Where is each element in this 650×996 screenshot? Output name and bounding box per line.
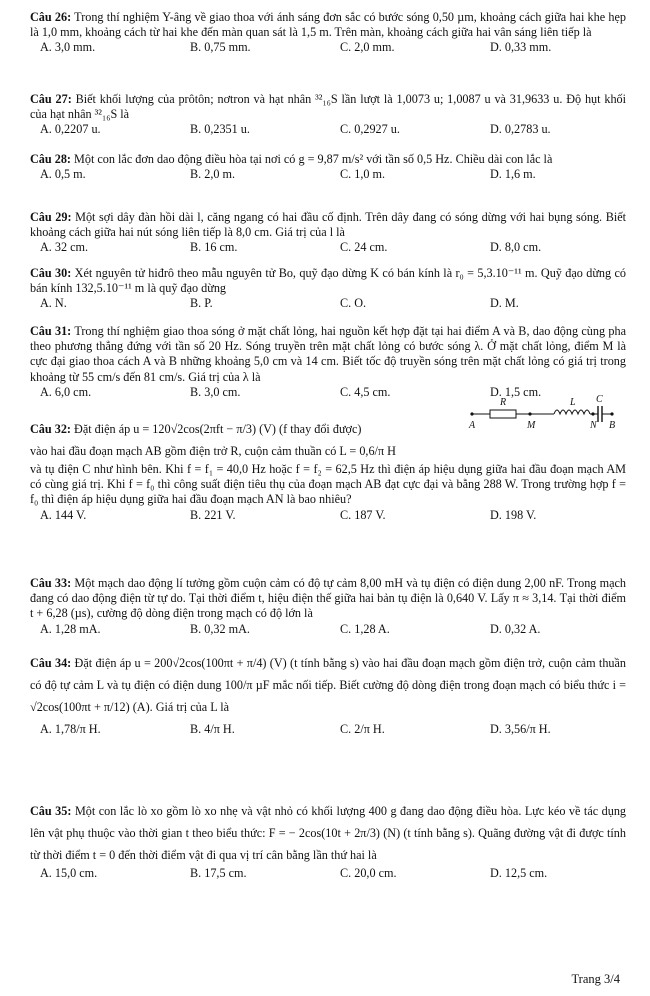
option-b: B. 17,5 cm. — [190, 866, 247, 880]
option-a: A. 1,78/π H. — [40, 722, 101, 736]
question-number: Câu 29: — [30, 210, 72, 224]
question-30 — [30, 266, 626, 312]
option-d: D. 0,2783 u. — [490, 122, 551, 137]
option-a: A. 15,0 cm. — [40, 866, 98, 880]
option-d: D. 3,56/π H. — [490, 722, 551, 736]
options-row — [30, 718, 626, 740]
label-r: R — [500, 397, 507, 408]
node-m-dot — [528, 412, 531, 415]
question-text: Biết khối lượng của prôtôn; nơtron và hạt nhân ³²₁₆S lần lượt là 1,0073 u; 1,0087 u và 31,9633 u. Độ hụt khối của hạt nhân ³²₁₆S là — [30, 92, 627, 122]
inductor-symbol — [554, 410, 590, 414]
option-a: A. N. — [40, 296, 67, 311]
question-31 — [30, 324, 626, 400]
question-text: Một con lắc đơn dao động điều hòa tại nơi có g = 9,87 m/s² với tần số 0,5 Hz. Chiều dài con lắc là — [74, 152, 553, 166]
options-row — [30, 40, 626, 55]
question-text-line1: Đặt điện áp u = 120√2cos(2πft − π/3) (V) (f thay đổi được) — [74, 422, 362, 436]
option-c: C. 0,2927 u. — [340, 122, 400, 137]
option-d: D. 8,0 cm. — [490, 240, 542, 255]
options-row — [30, 866, 626, 881]
question-number: Câu 26: — [30, 10, 72, 24]
label-b: B — [609, 420, 616, 431]
option-d: D. M. — [490, 296, 519, 311]
question-text: Một sợi dây đàn hồi dài l, căng ngang có hai đầu cố định. Trên dây đang có sóng dừng với hai bụng sóng. Biết khoảng cách giữa hai nút sóng liên tiếp là 8,0 cm. Giá trị của l là — [30, 210, 627, 240]
option-b: B. P. — [190, 296, 213, 311]
label-n: N — [590, 420, 597, 431]
node-n-dot — [591, 412, 594, 415]
question-33 — [30, 576, 626, 637]
option-b: B. 0,75 mm. — [190, 40, 251, 55]
option-d: D. 0,32 A. — [490, 621, 541, 636]
options-row — [30, 296, 626, 311]
question-number: Câu 34: — [30, 656, 72, 670]
option-a: A. 144 V. — [40, 507, 87, 522]
option-b: B. 0,32 mA. — [190, 621, 250, 636]
option-c: C. 2,0 mm. — [340, 40, 395, 55]
question-number: Câu 32: — [30, 422, 71, 436]
question-26 — [30, 10, 626, 56]
option-b: B. 4/π H. — [190, 722, 235, 736]
option-c: C. 1,0 m. — [340, 167, 386, 182]
question-number: Câu 35: — [30, 804, 72, 818]
option-a: A. 0,2207 u. — [40, 122, 101, 137]
option-b: B. 3,0 cm. — [190, 384, 241, 399]
options-row — [30, 622, 626, 637]
question-34 — [30, 652, 626, 740]
rlc-circuit-diagram — [468, 392, 618, 432]
option-c: C. 24 cm. — [340, 240, 388, 255]
node-b-dot — [610, 412, 613, 415]
label-m: M — [527, 420, 536, 431]
question-text: Một mạch dao động lí tưởng gồm cuộn cảm có độ tự cảm 8,00 mH và tụ điện có điện dung 2,00 nF. Trong mạch đang có dao động điện từ tự do. Tại thời điểm t, hiệu điện thế giữa hai bản tụ điện là 0,640 V. Lấy π ≈ 3,14. Tại thời điểm t + 6,28 (µs), cường độ dòng điện trong mạch có độ lớn là — [30, 576, 627, 621]
option-c: C. 187 V. — [340, 507, 386, 522]
label-a: A — [469, 420, 476, 431]
node-a-dot — [470, 412, 473, 415]
option-a: A. 6,0 cm. — [40, 384, 92, 399]
question-27 — [30, 92, 626, 138]
option-d: D. 198 V. — [490, 507, 537, 522]
options-row — [30, 508, 626, 523]
option-a: A. 1,28 mA. — [40, 621, 101, 636]
question-28 — [30, 152, 626, 182]
option-d: D. 0,33 mm. — [490, 40, 552, 55]
option-c: C. 20,0 cm. — [340, 866, 397, 880]
option-d: D. 1,5 cm. — [490, 384, 542, 399]
label-c: C — [596, 394, 603, 405]
question-text: Một con lắc lò xo gồm lò xo nhẹ và vật nhỏ có khối lượng 400 g đang dao động điều hòa. Lực kéo về tác dụng lên vật phụ thuộc vào thời gian t theo biểu thức: F = − 2cos(10t + 2π/3) (N) (t tính bằng s). Quãng đường vật đi được tính từ thời điểm t = 0 đến thời điểm vật đi qua vị trí cân bằng lần thứ hai là — [30, 804, 627, 862]
question-text: Đặt điện áp u = 200√2cos(100πt + π/4) (V) (t tính bằng s) vào hai đầu đoạn mạch gồm điện trở, cuộn cảm thuần có độ tự cảm L và tụ điện có điện dung 100/π µF mắc nối tiếp. Biết cường độ dòng điện trong đoạn mạch có biểu thức i = √2cos(100πt + π/12) (A). Giá trị của L là — [30, 656, 627, 714]
question-32 — [30, 418, 626, 523]
label-l: L — [570, 397, 576, 408]
question-29 — [30, 210, 626, 256]
question-text: Trong thí nghiệm Y-âng về giao thoa với ánh sáng đơn sắc có bước sóng 0,50 µm, khoảng cách giữa hai khe hẹp là 1,0 mm, khoảng cách từ hai khe đến màn quan sát là 1,5 m. Trên màn, khoảng cách giữa hai vân sáng liên tiếp là — [30, 10, 626, 40]
options-row — [30, 167, 626, 182]
question-text: Xét nguyên tử hiđrô theo mẫu nguyên tử Bo, quỹ đạo dừng K có bán kính là r₀ = 5,3.10⁻¹¹ m. Quỹ đạo dừng có bán kính 132,5.10⁻¹¹ m là quỹ đạo dừng — [30, 266, 626, 296]
question-number: Câu 30: — [30, 266, 72, 280]
resistor-symbol — [490, 410, 516, 418]
options-row — [30, 122, 626, 137]
option-d: D. 1,6 m. — [490, 167, 536, 182]
option-a: A. 3,0 mm. — [40, 40, 96, 55]
option-b: B. 0,2351 u. — [190, 122, 250, 137]
option-c: C. 1,28 A. — [340, 621, 390, 636]
question-text: Trong thí nghiệm giao thoa sóng ở mặt chất lỏng, hai nguồn kết hợp đặt tại hai điểm A và B, dao động cùng pha theo phương thẳng đứng với tần số 20 Hz. Sóng truyền trên mặt chất lỏng có bước sóng λ. Ở mặt chất lỏng, điểm M là cực đại giao thoa cách A và B những khoảng 5,0 cm và 14 cm. Biết tốc độ truyền sóng trên mặt chất lỏng có giá trị trong khoảng từ 55 cm/s đến 81 cm/s. Giá trị của λ là — [30, 324, 627, 384]
option-b: B. 2,0 m. — [190, 167, 236, 182]
options-row — [30, 240, 626, 255]
option-b: B. 221 V. — [190, 507, 236, 522]
question-number: Câu 28: — [30, 152, 71, 166]
question-text: và tụ điện C như hình bên. Khi f = f₁ = 40,0 Hz hoặc f = f₂ = 62,5 Hz thì điện áp hiệu dụng giữa hai đầu đoạn mạch AM có cùng giá trị. Khi f = f₀ thì công suất điện tiêu thụ của đoạn mạch AB đạt cực đại và bằng 288 W. Trong trường hợp f = f₀ thì điện áp hiệu dụng giữa hai đầu đoạn mạch AN là bao nhiêu? — [30, 462, 626, 507]
question-number: Câu 27: — [30, 92, 72, 106]
question-35 — [30, 800, 626, 881]
option-c: C. 2/π H. — [340, 722, 385, 736]
question-text-line2: vào hai đầu đoạn mạch AB gồm điện trở R, cuộn cảm thuần có L = 0,6/π H — [30, 444, 396, 458]
option-a: A. 32 cm. — [40, 240, 89, 255]
question-number: Câu 33: — [30, 576, 72, 590]
option-a: A. 0,5 m. — [40, 167, 86, 182]
option-c: C. 4,5 cm. — [340, 384, 391, 399]
page-number: Trang 3/4 — [571, 972, 620, 986]
question-number: Câu 31: — [30, 324, 72, 338]
option-b: B. 16 cm. — [190, 240, 238, 255]
option-d: D. 12,5 cm. — [490, 866, 548, 880]
option-c: C. O. — [340, 296, 367, 311]
